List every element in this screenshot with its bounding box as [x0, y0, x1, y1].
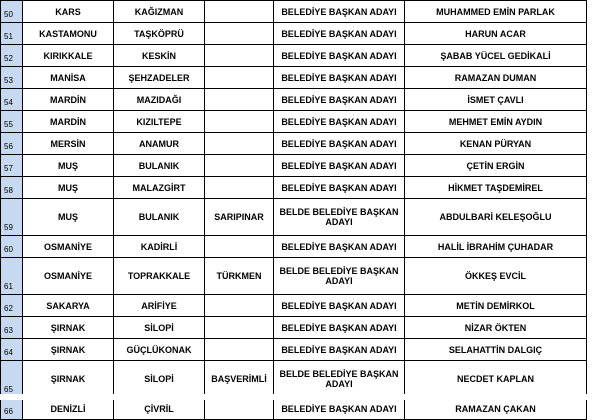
candidate-name-cell: MUHAMMED EMİN PARLAK — [405, 1, 587, 23]
position-cell: BELEDİYE BAŞKAN ADAYI — [274, 398, 405, 420]
row-number: 51 — [1, 23, 23, 45]
row-number: 52 — [1, 45, 23, 67]
province-cell: MERSİN — [23, 133, 114, 155]
table-body — [1, 1, 587, 420]
row-number: 56 — [1, 133, 23, 155]
row-number: 61 — [1, 258, 23, 295]
table-row — [1, 111, 587, 133]
position-cell: BELEDİYE BAŞKAN ADAYI — [274, 133, 405, 155]
town-cell — [205, 111, 274, 133]
position-cell: BELDE BELEDİYE BAŞKAN ADAYI — [274, 199, 405, 236]
table-row — [1, 295, 587, 317]
row-number: 65 — [1, 361, 23, 398]
position-cell: BELEDİYE BAŞKAN ADAYI — [274, 155, 405, 177]
province-cell: OSMANİYE — [23, 236, 114, 258]
province-cell: MUŞ — [23, 199, 114, 236]
province-cell: MARDİN — [23, 111, 114, 133]
town-cell — [205, 177, 274, 199]
province-cell: ŞIRNAK — [23, 361, 114, 398]
town-cell — [205, 45, 274, 67]
town-cell — [205, 236, 274, 258]
town-cell — [205, 339, 274, 361]
table-row — [1, 199, 587, 236]
position-cell: BELDE BELEDİYE BAŞKAN ADAYI — [274, 258, 405, 295]
province-cell: ŞIRNAK — [23, 339, 114, 361]
town-cell — [205, 295, 274, 317]
row-number: 57 — [1, 155, 23, 177]
district-cell: MALAZGİRT — [114, 177, 205, 199]
position-cell: BELDE BELEDİYE BAŞKAN ADAYI — [274, 361, 405, 398]
town-cell — [205, 23, 274, 45]
district-cell: SİLOPİ — [114, 317, 205, 339]
row-number: 59 — [1, 199, 23, 236]
candidate-name-cell: İSMET ÇAVLI — [405, 89, 587, 111]
candidate-name-cell: RAMAZAN ÇAKAN — [405, 398, 587, 420]
candidate-name-cell: ŞABAB YÜCEL GEDİKALİ — [405, 45, 587, 67]
row-number: 58 — [1, 177, 23, 199]
district-cell: BULANIK — [114, 199, 205, 236]
candidate-name-cell: RAMAZAN DUMAN — [405, 67, 587, 89]
table-row — [1, 177, 587, 199]
row-number: 63 — [1, 317, 23, 339]
town-cell — [205, 317, 274, 339]
position-cell: BELEDİYE BAŞKAN ADAYI — [274, 317, 405, 339]
town-cell: BAŞVERİMLİ — [205, 361, 274, 398]
row-number: 62 — [1, 295, 23, 317]
bottom-margin — [0, 394, 596, 400]
position-cell: BELEDİYE BAŞKAN ADAYI — [274, 295, 405, 317]
province-cell: DENİZLİ — [23, 398, 114, 420]
district-cell: KIZILTEPE — [114, 111, 205, 133]
table-row — [1, 89, 587, 111]
town-cell — [205, 155, 274, 177]
table-row — [1, 236, 587, 258]
row-number: 55 — [1, 111, 23, 133]
town-cell — [205, 89, 274, 111]
table-row — [1, 45, 587, 67]
table-row — [1, 339, 587, 361]
district-cell: MAZIDAĞI — [114, 89, 205, 111]
province-cell: SAKARYA — [23, 295, 114, 317]
province-cell: MANİSA — [23, 67, 114, 89]
town-cell — [205, 398, 274, 420]
district-cell: BULANIK — [114, 155, 205, 177]
candidate-name-cell: METİN DEMİRKOL — [405, 295, 587, 317]
row-number: 60 — [1, 236, 23, 258]
position-cell: BELEDİYE BAŞKAN ADAYI — [274, 89, 405, 111]
row-number: 53 — [1, 67, 23, 89]
position-cell: BELEDİYE BAŞKAN ADAYI — [274, 45, 405, 67]
province-cell: KASTAMONU — [23, 23, 114, 45]
position-cell: BELEDİYE BAŞKAN ADAYI — [274, 339, 405, 361]
candidate-name-cell: HİKMET TAŞDEMİREL — [405, 177, 587, 199]
position-cell: BELEDİYE BAŞKAN ADAYI — [274, 1, 405, 23]
district-cell: KADİRLİ — [114, 236, 205, 258]
province-cell: MUŞ — [23, 177, 114, 199]
province-cell: KIRIKKALE — [23, 45, 114, 67]
table-row — [1, 23, 587, 45]
candidate-name-cell: ABDULBARİ KELEŞOĞLU — [405, 199, 587, 236]
position-cell: BELEDİYE BAŞKAN ADAYI — [274, 236, 405, 258]
district-cell: GÜÇLÜKONAK — [114, 339, 205, 361]
district-cell: SİLOPİ — [114, 361, 205, 398]
candidate-name-cell: HALİL İBRAHİM ÇUHADAR — [405, 236, 587, 258]
province-cell: MUŞ — [23, 155, 114, 177]
position-cell: BELEDİYE BAŞKAN ADAYI — [274, 111, 405, 133]
candidate-name-cell: HARUN ACAR — [405, 23, 587, 45]
district-cell: TAŞKÖPRÜ — [114, 23, 205, 45]
position-cell: BELEDİYE BAŞKAN ADAYI — [274, 177, 405, 199]
row-number: 54 — [1, 89, 23, 111]
table-row — [1, 317, 587, 339]
province-cell: ŞIRNAK — [23, 317, 114, 339]
district-cell: ŞEHZADELER — [114, 67, 205, 89]
province-cell: KARS — [23, 1, 114, 23]
candidate-name-cell: SELAHATTİN DALGIÇ — [405, 339, 587, 361]
candidate-name-cell: ÇETİN ERGİN — [405, 155, 587, 177]
position-cell: BELEDİYE BAŞKAN ADAYI — [274, 67, 405, 89]
row-number: 66 — [1, 398, 23, 420]
province-cell: MARDİN — [23, 89, 114, 111]
town-cell — [205, 67, 274, 89]
candidate-name-cell: KENAN PÜRYAN — [405, 133, 587, 155]
district-cell: KESKİN — [114, 45, 205, 67]
candidate-name-cell: NECDET KAPLAN — [405, 361, 587, 398]
candidate-name-cell: NİZAR ÖKTEN — [405, 317, 587, 339]
candidate-name-cell: ÖKKEŞ EVCİL — [405, 258, 587, 295]
province-cell: OSMANİYE — [23, 258, 114, 295]
table-row — [1, 133, 587, 155]
district-cell: ARİFİYE — [114, 295, 205, 317]
town-cell: TÜRKMEN — [205, 258, 274, 295]
district-cell: ÇİVRİL — [114, 398, 205, 420]
town-cell: SARIPINAR — [205, 199, 274, 236]
position-cell: BELEDİYE BAŞKAN ADAYI — [274, 23, 405, 45]
table-row — [1, 155, 587, 177]
row-number: 50 — [1, 1, 23, 23]
table-row — [1, 1, 587, 23]
town-cell — [205, 133, 274, 155]
district-cell: KAĞIZMAN — [114, 1, 205, 23]
district-cell: TOPRAKKALE — [114, 258, 205, 295]
row-number: 64 — [1, 339, 23, 361]
table-row — [1, 67, 587, 89]
district-cell: ANAMUR — [114, 133, 205, 155]
table-row — [1, 398, 587, 420]
town-cell — [205, 1, 274, 23]
table-row — [1, 258, 587, 295]
candidate-name-cell: MEHMET EMİN AYDIN — [405, 111, 587, 133]
table-row — [1, 361, 587, 398]
